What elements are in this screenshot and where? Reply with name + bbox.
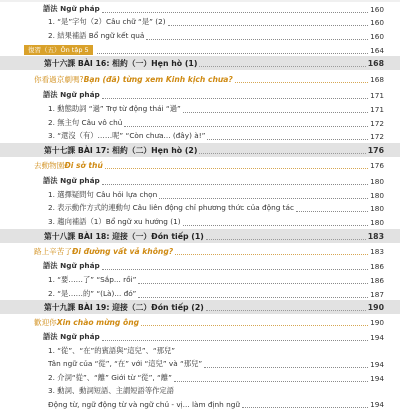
toc-entry-title: 2. 表示動作方式的連動句 Câu liên động chỉ phương thức của động tác <box>48 203 295 212</box>
page-number: 180 <box>370 217 384 227</box>
dot-leader <box>183 225 368 226</box>
toc-line <box>0 73 400 85</box>
toc-line <box>0 202 400 214</box>
toc-entry-title: 語法 Ngữ pháp <box>43 4 100 13</box>
toc-grammar-row[interactable] <box>0 331 400 343</box>
toc-entry-row[interactable] <box>0 117 400 129</box>
toc-line <box>0 159 400 171</box>
toc-entry-row[interactable] <box>0 103 400 115</box>
dot-leader <box>141 325 368 326</box>
toc-entry-title: 3. 動詞、動詞短語、主謂短語等作定語 <box>48 386 175 395</box>
dot-leader <box>124 126 368 127</box>
dot-leader <box>207 139 368 140</box>
page-number: 194 <box>370 373 384 383</box>
dot-leader <box>183 112 368 113</box>
dot-leader <box>175 254 368 255</box>
toc-line <box>0 372 400 384</box>
dot-leader <box>199 66 365 67</box>
toc-phrase-row[interactable] <box>0 73 400 85</box>
toc-grammar-row[interactable] <box>0 3 400 15</box>
page-number: 183 <box>370 246 384 256</box>
page-number: 160 <box>370 31 384 41</box>
toc-line <box>0 44 400 56</box>
toc-entry-title: 歡迎你 <box>34 317 57 327</box>
toc-line <box>0 385 400 397</box>
toc-entry-title: 1. 動態助詞 “過” Trợ từ động thái “過” <box>48 104 181 113</box>
toc-entry-row[interactable] <box>0 130 400 142</box>
dot-leader <box>138 283 368 284</box>
dot-leader <box>242 407 368 408</box>
dot-leader <box>204 367 368 368</box>
dot-leader <box>206 239 366 240</box>
toc-entry-title: 2. 結果補語 Bổ ngữ kết quả <box>48 31 145 40</box>
toc-section-row[interactable] <box>0 44 400 56</box>
toc-line <box>0 143 400 157</box>
toc-line <box>0 260 400 272</box>
toc-line <box>0 30 400 42</box>
page-number: 187 <box>370 289 384 299</box>
toc-entry-title: 語法 Ngữ pháp <box>43 261 100 270</box>
dot-leader <box>174 381 368 382</box>
dot-leader <box>138 297 368 298</box>
page-number: 180 <box>370 190 384 200</box>
toc-entry-title: 1. “從”、“在”的賓語與“這兒”、“那兒” <box>48 346 176 355</box>
toc-entry-title: 你看過京劇嗎? <box>34 74 84 84</box>
toc-line <box>0 358 400 370</box>
toc-entry-title: Động từ, ngữ động từ và ngữ chủ - vị... làm định ngữ <box>48 399 240 409</box>
toc-entry-title: 1. “要……了” “Sắp... rồi” <box>48 275 137 284</box>
toc-entry-title: 語法 Ngữ pháp <box>43 176 100 185</box>
page-number: 186 <box>370 275 384 285</box>
toc-entry-row[interactable] <box>0 274 400 286</box>
page-number: 190 <box>370 317 384 327</box>
toc-entry-title: 2. 介詞“從”、“離” Giới từ “從”, “離” <box>48 373 172 382</box>
page-number: 194 <box>370 332 384 342</box>
page-number: 190 <box>367 302 384 312</box>
page-number: 194 <box>370 359 384 369</box>
page-number: 180 <box>370 176 384 186</box>
dot-leader <box>168 25 368 26</box>
dot-leader <box>105 168 368 169</box>
toc-entry-row[interactable] <box>0 372 400 384</box>
toc-line <box>0 16 400 28</box>
toc-entry-row[interactable] <box>0 202 400 214</box>
toc-entry-translation: Đi đường vất vả không? <box>71 246 174 256</box>
toc-entry-title: 3. 趨向補語（1）Bổ ngữ xu hướng (1) <box>48 217 181 226</box>
toc-entry-translation: Đi sở thú <box>64 160 103 170</box>
toc-line <box>0 300 400 314</box>
toc-line <box>0 274 400 286</box>
toc-line <box>0 316 400 328</box>
toc-grammar-row[interactable] <box>0 260 400 272</box>
toc-entry-title: Tân ngữ của “從”, “在” với “這兒” và “那兒” <box>48 359 203 368</box>
dot-leader <box>102 340 368 341</box>
page-number: 164 <box>370 45 384 55</box>
dot-leader <box>102 269 368 270</box>
toc-line <box>0 229 400 243</box>
toc-line <box>0 103 400 115</box>
toc-sub-row[interactable] <box>0 358 400 370</box>
page-number: 160 <box>370 4 384 14</box>
toc-entry-title: 2. “是……的” “(Là)... đó” <box>48 289 137 298</box>
toc-entry-title: 第十六課 BÀI 16: 相約（一）Hẹn hò (1) <box>44 58 198 68</box>
dot-leader <box>97 53 368 54</box>
dot-leader <box>159 198 368 199</box>
toc-entry-row[interactable] <box>0 189 400 201</box>
page-number: 183 <box>367 231 384 241</box>
toc-line <box>0 89 400 101</box>
toc-entry-title: 語法 Ngữ pháp <box>43 332 100 341</box>
toc-entry-translation: Xin chào mừng ông <box>56 317 140 327</box>
section-badge: 復習（五）Ôn tập 5 <box>24 45 93 55</box>
dot-leader <box>102 184 368 185</box>
toc-line <box>0 216 400 228</box>
page-number: 168 <box>367 58 384 68</box>
page-number: 172 <box>370 118 384 128</box>
toc-grammar-row[interactable] <box>0 89 400 101</box>
toc-lesson-row[interactable] <box>0 56 400 70</box>
dot-leader <box>296 211 368 212</box>
toc-entry-title: 路上辛苦了 <box>34 246 72 256</box>
page-number: 194 <box>370 399 384 409</box>
page-number: 172 <box>370 131 384 141</box>
toc-entry-translation: Bạn (đã) từng xem Kinh kịch chưa? <box>83 74 233 84</box>
toc-entry-title: 3. “還沒（有）……呢” “Còn chưa... (đây) à!” <box>48 131 206 140</box>
toc-phrase-row[interactable] <box>0 245 400 257</box>
toc-entry-title: 1. 選擇疑問句 Câu hỏi lựa chọn <box>48 190 158 199</box>
dot-leader <box>235 82 368 83</box>
toc-entry-title: 第十八課 BÀI 18: 迎接（一）Đón tiếp (1) <box>44 231 204 241</box>
toc-entry-title: 語法 Ngữ pháp <box>43 90 100 99</box>
page-number: 176 <box>370 160 384 170</box>
toc-line <box>0 189 400 201</box>
page-number: 180 <box>370 203 384 213</box>
page-number: 171 <box>370 90 384 100</box>
toc-entry-title: 去動物園 <box>34 160 65 170</box>
page-number: 176 <box>367 145 384 155</box>
toc-grammar-row[interactable] <box>0 175 400 187</box>
toc-entry-title: 2. 無主句 Câu vô chủ <box>48 118 123 127</box>
toc-line <box>0 288 400 300</box>
toc-line <box>0 345 400 357</box>
toc-entry-title: 1. “是”字句（2）Câu chữ “是” (2) <box>48 17 166 26</box>
toc-entry-row[interactable] <box>0 30 400 42</box>
page-number: 168 <box>370 74 384 84</box>
toc-lesson-row[interactable] <box>0 143 400 157</box>
toc-entry-row[interactable] <box>0 385 400 397</box>
toc-line <box>0 3 400 15</box>
toc-entry-row[interactable] <box>0 16 400 28</box>
toc-phrase-row[interactable] <box>0 316 400 328</box>
dot-leader <box>102 98 368 99</box>
toc-line <box>0 245 400 257</box>
page-number: 186 <box>370 261 384 271</box>
toc-entry-row[interactable] <box>0 288 400 300</box>
toc-line <box>0 331 400 343</box>
dot-leader <box>102 12 368 13</box>
toc-entry-title: 第十九課 BÀI 19: 迎接（二）Đón tiếp (2) <box>44 302 204 312</box>
toc-phrase-row[interactable] <box>0 159 400 171</box>
toc-line <box>0 175 400 187</box>
dot-leader <box>146 39 368 40</box>
page-number: 160 <box>370 17 384 27</box>
toc-line <box>0 117 400 129</box>
toc-entry-row[interactable] <box>0 345 400 357</box>
toc-entry-row[interactable] <box>0 216 400 228</box>
page-number: 171 <box>370 104 384 114</box>
toc-entry-title: 第十七課 BÀI 17: 相約（二）Hẹn hò (2) <box>44 145 198 155</box>
toc-line <box>0 56 400 70</box>
toc-lesson-row[interactable] <box>0 300 400 314</box>
dot-leader <box>199 153 365 154</box>
dot-leader <box>206 310 366 311</box>
toc-lesson-row[interactable] <box>0 229 400 243</box>
toc-line <box>0 130 400 142</box>
